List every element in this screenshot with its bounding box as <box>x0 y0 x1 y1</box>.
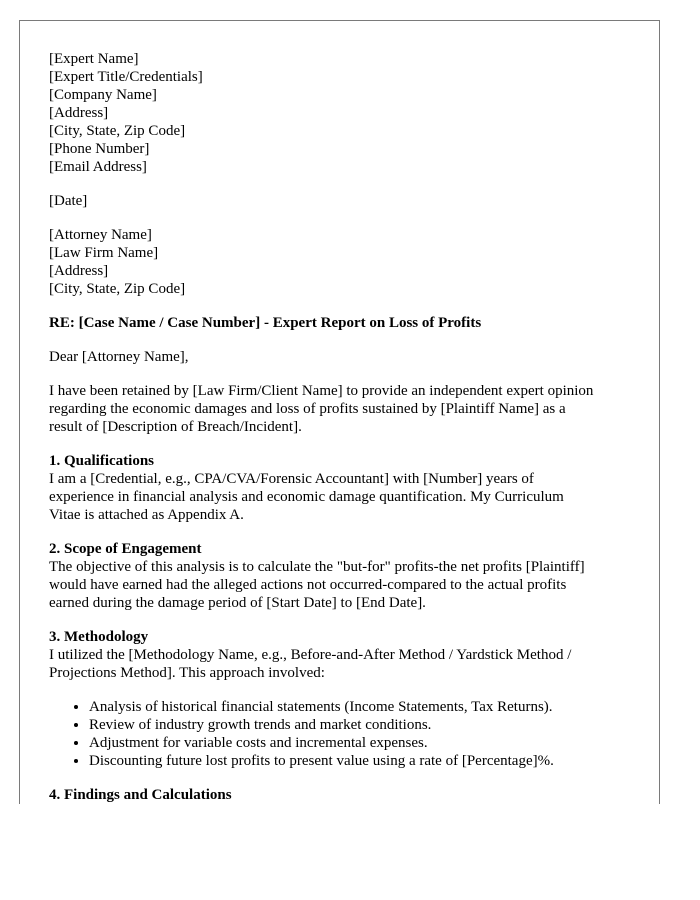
section-line: experience in financial analysis and economic damage quantification. My Curriculum <box>49 489 564 505</box>
methodology-paragraph <box>49 628 639 682</box>
methodology-bullet-list <box>49 698 639 770</box>
subject-line <box>49 314 639 332</box>
sender-title: [Expert Title/Credentials] <box>49 69 203 85</box>
section-line: Projections Method]. This approach involved: <box>49 665 325 681</box>
salutation-text: Dear [Attorney Name], <box>49 349 189 365</box>
sender-phone: [Phone Number] <box>49 141 150 157</box>
sender-city-state-zip: [City, State, Zip Code] <box>49 123 186 139</box>
letter-page <box>19 20 660 804</box>
list-item: • Discounting future lost profits to present value using a rate of [Percentage]%. <box>89 752 639 770</box>
recipient-firm: [Law Firm Name] <box>49 245 159 261</box>
intro-line: result of [Description of Breach/Incident]. <box>49 419 302 435</box>
section-scope <box>49 540 639 612</box>
section-heading: 1. Qualifications <box>49 453 155 469</box>
letter-body <box>49 50 639 804</box>
section-line: I utilized the [Methodology Name, e.g., Before-and-After Method / Yardstick Method / <box>49 647 572 663</box>
intro-paragraph <box>49 382 639 436</box>
sender-address: [Address] <box>49 105 109 121</box>
recipient-address: [Address] <box>49 263 109 279</box>
intro-line: regarding the economic damages and loss of profits sustained by [Plaintiff Name] as a <box>49 401 566 417</box>
salutation <box>49 348 639 366</box>
date-block <box>49 192 639 210</box>
recipient-block <box>49 226 639 298</box>
sender-company: [Company Name] <box>49 87 157 103</box>
section-line: The objective of this analysis is to calculate the "but-for" profits-the net profits [Plaintiff] <box>49 559 585 575</box>
recipient-name: [Attorney Name] <box>49 227 152 243</box>
section-heading: 4. Findings and Calculations <box>49 787 232 803</box>
list-item: • Analysis of historical financial statements (Income Statements, Tax Returns). <box>89 698 639 716</box>
letter-date: [Date] <box>49 193 88 209</box>
section-heading: 3. Methodology <box>49 629 149 645</box>
section-line: Vitae is attached as Appendix A. <box>49 507 244 523</box>
section-methodology <box>49 628 639 770</box>
section-heading: 2. Scope of Engagement <box>49 541 202 557</box>
recipient-city-state-zip: [City, State, Zip Code] <box>49 281 186 297</box>
list-item: • Adjustment for variable costs and incremental expenses. <box>89 734 639 752</box>
section-line: would have earned had the alleged actions not occurred-compared to the actual profits <box>49 577 567 593</box>
sender-block <box>49 50 639 176</box>
section-line: earned during the damage period of [Start Date] to [End Date]. <box>49 595 426 611</box>
list-item: • Review of industry growth trends and market conditions. <box>89 716 639 734</box>
sender-email: [Email Address] <box>49 159 147 175</box>
intro-line: I have been retained by [Law Firm/Client Name] to provide an independent expert opinion <box>49 383 594 399</box>
subject-text: RE: [Case Name / Case Number] - Expert Report on Loss of Profits <box>49 315 482 331</box>
section-qualifications <box>49 452 639 524</box>
section-line: I am a [Credential, e.g., CPA/CVA/Forensic Accountant] with [Number] years of <box>49 471 534 487</box>
sender-name: [Expert Name] <box>49 51 139 67</box>
section-findings <box>49 786 639 804</box>
